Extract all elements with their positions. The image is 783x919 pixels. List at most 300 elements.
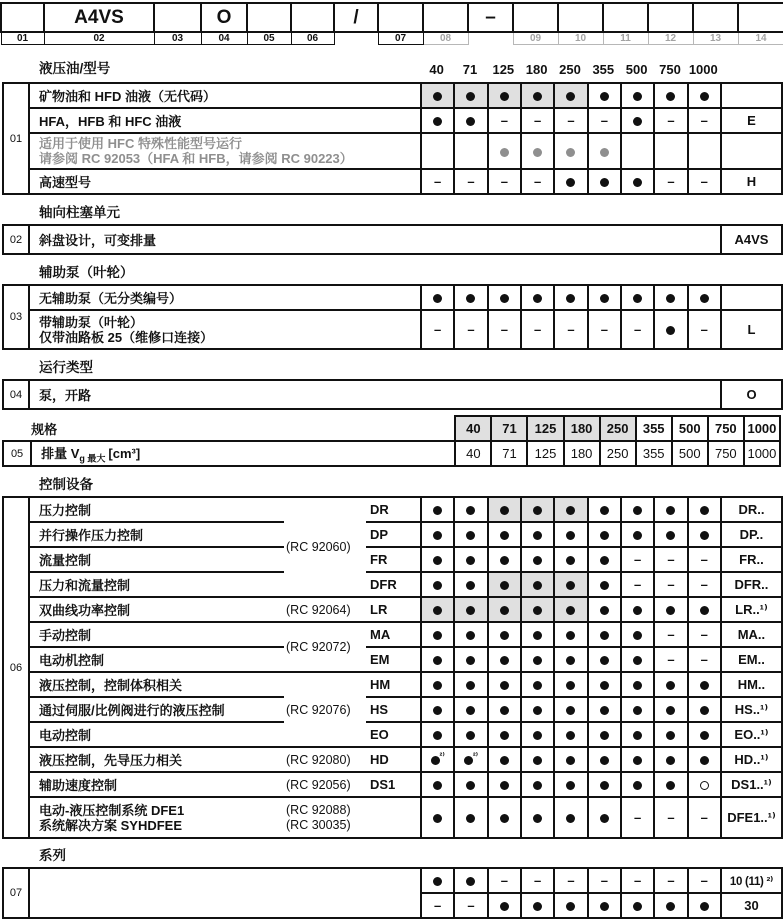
row-description: 手动控制	[29, 622, 284, 647]
dot-cell	[421, 622, 454, 647]
section-04-table	[2, 379, 783, 410]
order-code-number: 05	[247, 32, 291, 45]
size-header: 355	[592, 62, 615, 77]
order-code-number: 09	[513, 32, 558, 45]
row-description: 泵，开路	[29, 380, 721, 409]
filled-dot-icon	[600, 92, 609, 101]
filled-dot-icon	[566, 781, 575, 790]
filled-dot-icon	[500, 631, 509, 640]
order-code-box	[423, 3, 468, 32]
dot-cell	[554, 83, 587, 108]
filled-dot-icon	[700, 902, 709, 911]
size-header-cell: 125	[527, 416, 563, 441]
dot-cell	[654, 310, 687, 349]
filled-dot-icon	[466, 631, 475, 640]
row-description: 矿物油和 HFD 油液（无代码）	[29, 83, 421, 108]
dot-cell	[688, 772, 721, 797]
filled-dot-icon	[433, 781, 442, 790]
dot-cell	[521, 797, 554, 838]
description-line: 适用于使用 HFC 特殊性能型号运行	[39, 136, 242, 151]
filled-dot-icon	[633, 178, 642, 187]
code-cell: H	[721, 169, 782, 194]
filled-dot-icon	[533, 556, 542, 565]
rc-reference: (RC 92060)	[284, 497, 366, 597]
dash-cell: –	[654, 108, 687, 133]
dash-cell: –	[688, 169, 721, 194]
dot-cell	[521, 83, 554, 108]
dash-cell: –	[654, 622, 687, 647]
dot-cell	[421, 772, 454, 797]
dot-cell	[654, 893, 687, 918]
order-code-box	[603, 3, 648, 32]
row-description	[29, 133, 421, 169]
filled-dot-icon	[431, 756, 440, 765]
filled-dot-icon	[600, 178, 609, 187]
dot-cell	[554, 622, 587, 647]
dot-cell	[588, 497, 621, 522]
dot-cell	[554, 169, 587, 194]
row-description: 并行操作压力控制	[29, 522, 284, 547]
filled-dot-icon	[633, 294, 642, 303]
filled-dot-icon	[433, 531, 442, 540]
table-row	[3, 597, 782, 622]
order-code-number-row	[1, 32, 783, 45]
filled-dot-icon	[433, 92, 442, 101]
filled-dot-icon	[433, 706, 442, 715]
dot-cell	[488, 572, 521, 597]
dot-cell	[454, 797, 487, 838]
code-cell: DR..	[721, 497, 782, 522]
dash-cell: –	[654, 797, 687, 838]
code-letter: FR	[366, 547, 421, 572]
order-code-slash-separator: /	[334, 3, 378, 32]
filled-dot-icon	[433, 117, 442, 126]
section-number: 01	[3, 83, 29, 194]
dot-cell	[588, 622, 621, 647]
dot-cell	[654, 697, 687, 722]
filled-dot-icon	[566, 631, 575, 640]
gray-dot-icon	[533, 148, 542, 157]
filled-dot-icon	[466, 681, 475, 690]
row-description: 液压控制，控制体积相关	[29, 672, 284, 697]
section-05-table	[2, 415, 781, 467]
size-value-cell: 250	[600, 441, 636, 466]
dash-cell: –	[688, 108, 721, 133]
filled-dot-icon	[566, 531, 575, 540]
dash-cell: –	[621, 868, 654, 893]
dot-cell	[521, 747, 554, 772]
dot-cell	[421, 572, 454, 597]
size-value-cell: 355	[636, 441, 672, 466]
filled-dot-icon	[533, 756, 542, 765]
empty-description	[29, 868, 421, 918]
table-row	[3, 133, 782, 169]
order-code-number: 14	[738, 32, 783, 45]
size-header-cell: 40	[455, 416, 491, 441]
rc-reference-line: (RC 92088)	[286, 802, 351, 817]
order-code-box	[1, 3, 44, 32]
table-row	[3, 772, 782, 797]
filled-dot-icon	[466, 506, 475, 515]
dot-cell	[421, 133, 454, 169]
filled-dot-icon	[566, 706, 575, 715]
filled-dot-icon	[433, 606, 442, 615]
code-letter: HM	[366, 672, 421, 697]
code-cell: LR..¹⁾	[721, 597, 782, 622]
filled-dot-icon	[433, 731, 442, 740]
dot-cell	[621, 772, 654, 797]
section-01-title: 液压油/型号	[39, 61, 111, 76]
section-06-table	[2, 496, 783, 839]
code-cell: L	[721, 310, 782, 349]
dash-cell: –	[621, 572, 654, 597]
filled-dot-icon	[633, 681, 642, 690]
order-code-number: 07	[378, 32, 423, 45]
dot-cell	[588, 133, 621, 169]
gray-dot-icon	[600, 148, 609, 157]
table-row	[3, 225, 782, 254]
dot-cell	[688, 747, 721, 772]
displacement-label: 排量 V	[41, 445, 80, 461]
size-header-cell: 71	[491, 416, 527, 441]
description-line: 电动-液压控制系统 DFE1	[39, 802, 185, 818]
filled-dot-icon	[566, 581, 575, 590]
order-code-box-model: A4VS	[44, 3, 154, 32]
section-03-table	[2, 284, 783, 350]
dot-cell	[588, 285, 621, 310]
filled-dot-icon	[533, 781, 542, 790]
order-code-box	[558, 3, 603, 32]
dot-cell	[688, 285, 721, 310]
order-code-box	[513, 3, 558, 32]
dot-cell	[488, 133, 521, 169]
dot-cell	[421, 597, 454, 622]
size-header-cell: 355	[636, 416, 672, 441]
filled-dot-icon	[433, 631, 442, 640]
order-code-number: 13	[693, 32, 738, 45]
filled-dot-icon	[666, 326, 675, 335]
table-row	[3, 622, 782, 647]
section-number: 04	[3, 380, 29, 409]
dot-cell	[521, 697, 554, 722]
filled-dot-icon	[433, 877, 442, 886]
filled-dot-icon	[566, 902, 575, 911]
dot-cell	[688, 497, 721, 522]
dash-cell: –	[588, 868, 621, 893]
dash-cell: –	[688, 310, 721, 349]
dot-cell	[421, 522, 454, 547]
dot-cell	[621, 722, 654, 747]
dot-cell	[688, 893, 721, 918]
dash-cell: –	[688, 572, 721, 597]
filled-dot-icon	[533, 656, 542, 665]
dot-cell	[454, 772, 487, 797]
filled-dot-icon	[466, 294, 475, 303]
section-number: 05	[3, 441, 31, 466]
dash-cell: –	[588, 310, 621, 349]
dot-cell	[588, 697, 621, 722]
rc-reference	[284, 797, 366, 838]
filled-dot-icon	[500, 581, 509, 590]
dot-cell	[454, 722, 487, 747]
table-row	[3, 497, 782, 522]
order-code-number: 12	[648, 32, 693, 45]
dot-cell	[554, 597, 587, 622]
filled-dot-icon	[566, 294, 575, 303]
filled-dot-icon	[600, 706, 609, 715]
filled-dot-icon	[500, 531, 509, 540]
dot-cell	[488, 772, 521, 797]
section-number: 03	[3, 285, 29, 349]
row-description: 无辅助泵（无分类编号）	[29, 285, 421, 310]
rc-reference: (RC 92080)	[284, 747, 366, 772]
dot-cell	[521, 522, 554, 547]
filled-dot-icon	[700, 531, 709, 540]
dash-cell: –	[454, 310, 487, 349]
filled-dot-icon	[533, 581, 542, 590]
dot-cell	[621, 285, 654, 310]
table-row	[3, 441, 780, 466]
filled-dot-icon	[633, 656, 642, 665]
dash-cell: –	[488, 310, 521, 349]
code-cell	[721, 133, 782, 169]
dot-cell	[554, 133, 587, 169]
dot-cell	[421, 697, 454, 722]
filled-dot-icon	[533, 606, 542, 615]
filled-dot-icon	[466, 877, 475, 886]
section-number: 06	[3, 497, 29, 838]
dot-cell	[554, 772, 587, 797]
section-01-table	[2, 82, 783, 195]
order-code-box	[738, 3, 783, 32]
dot-cell	[554, 747, 587, 772]
dot-cell	[454, 133, 487, 169]
size-header: 40	[429, 62, 444, 77]
table-row	[3, 310, 782, 349]
gray-dot-icon	[566, 148, 575, 157]
size-header: 71	[462, 62, 478, 77]
dot-cell	[554, 697, 587, 722]
filled-dot-icon	[633, 631, 642, 640]
code-cell: HD..¹⁾	[721, 747, 782, 772]
filled-dot-icon	[600, 814, 609, 823]
filled-dot-icon	[600, 556, 609, 565]
rc-reference-line: (RC 30035)	[286, 817, 351, 832]
dot-cell	[688, 722, 721, 747]
code-cell: DS1..¹⁾	[721, 772, 782, 797]
row-description: 通过伺服/比例阀进行的液压控制	[29, 697, 284, 722]
section-02-table	[2, 224, 783, 255]
filled-dot-icon	[466, 781, 475, 790]
row-description	[29, 310, 421, 349]
dot-cell	[521, 285, 554, 310]
code-cell: DFE1..¹⁾	[721, 797, 782, 838]
table-row	[3, 697, 782, 722]
dash-cell: –	[521, 868, 554, 893]
table-row	[3, 868, 782, 893]
description-line: 系统解决方案 SYHDFEE	[39, 817, 183, 833]
dash-cell: –	[488, 169, 521, 194]
dot-cell	[621, 522, 654, 547]
filled-dot-icon	[466, 581, 475, 590]
filled-dot-icon	[533, 706, 542, 715]
dot-cell	[421, 108, 454, 133]
dot-cell	[588, 647, 621, 672]
dot-cell	[488, 672, 521, 697]
filled-dot-icon	[500, 294, 509, 303]
order-code-number: 02	[44, 32, 154, 45]
table-row	[3, 380, 782, 409]
table-row	[3, 547, 782, 572]
code-letter: DR	[366, 497, 421, 522]
dash-cell: –	[554, 310, 587, 349]
dot-cell	[588, 797, 621, 838]
dot-cell	[488, 722, 521, 747]
size-header: 500	[625, 62, 648, 77]
order-code-box	[378, 3, 423, 32]
code-cell: 10 (11) ²⁾	[721, 868, 782, 893]
dot-cell	[554, 647, 587, 672]
code-letter: DFR	[366, 572, 421, 597]
datasheet-page	[0, 2, 783, 913]
filled-dot-icon	[566, 92, 575, 101]
size-header: 1000	[688, 62, 718, 77]
filled-dot-icon	[500, 92, 509, 101]
dot-cell	[454, 572, 487, 597]
row-description: 压力和流量控制	[29, 572, 284, 597]
filled-dot-icon	[533, 902, 542, 911]
dot-cell	[654, 747, 687, 772]
ordering-code-table	[0, 2, 783, 45]
size-header-row	[3, 416, 780, 441]
filled-dot-icon	[500, 506, 509, 515]
row-description: HFA，HFB 和 HFC 油液	[29, 108, 421, 133]
order-code-box	[154, 3, 201, 32]
dot-cell	[454, 108, 487, 133]
dot-cell	[554, 572, 587, 597]
filled-dot-icon	[633, 731, 642, 740]
filled-dot-icon	[466, 117, 475, 126]
dot-cell	[621, 108, 654, 133]
dot-cell	[654, 672, 687, 697]
dot-cell	[654, 722, 687, 747]
filled-dot-icon	[466, 556, 475, 565]
rc-reference: (RC 92072)	[284, 622, 366, 672]
filled-dot-icon	[633, 506, 642, 515]
open-circle-icon	[700, 781, 709, 790]
code-cell	[721, 83, 782, 108]
dot-cell	[654, 83, 687, 108]
filled-dot-icon	[600, 294, 609, 303]
dash-cell: –	[488, 108, 521, 133]
size-header: 250	[559, 62, 581, 77]
filled-dot-icon	[600, 531, 609, 540]
filled-dot-icon	[633, 902, 642, 911]
size-value-cell: 40	[455, 441, 491, 466]
filled-dot-icon	[633, 117, 642, 126]
dot-cell	[421, 83, 454, 108]
code-cell: EM..	[721, 647, 782, 672]
dot-cell	[688, 133, 721, 169]
dot-cell	[688, 522, 721, 547]
dot-cell	[454, 647, 487, 672]
footnote-2-marker: ²⁾	[439, 750, 445, 761]
dot-cell	[588, 672, 621, 697]
size-value-cell: 71	[491, 441, 527, 466]
code-letter: DS1	[366, 772, 421, 797]
description-line: 带辅助泵（叶轮）	[39, 314, 144, 330]
table-row	[3, 647, 782, 672]
dot-cell	[621, 893, 654, 918]
dot-cell	[554, 497, 587, 522]
size-value-cell: 180	[564, 441, 600, 466]
filled-dot-icon	[500, 656, 509, 665]
dot-cell	[421, 722, 454, 747]
filled-dot-icon	[500, 681, 509, 690]
dot-cell	[421, 747, 454, 772]
filled-dot-icon	[600, 731, 609, 740]
order-code-number-gap	[468, 32, 513, 45]
dot-cell	[521, 572, 554, 597]
dot-cell	[488, 497, 521, 522]
row-description: 辅助速度控制	[29, 772, 284, 797]
size-header-cell: 750	[708, 416, 744, 441]
filled-dot-icon	[566, 506, 575, 515]
dot-cell	[588, 572, 621, 597]
dot-cell	[588, 772, 621, 797]
row-description: 电动机控制	[29, 647, 284, 672]
displacement-unit: [cm³]	[108, 445, 141, 461]
dot-cell	[554, 893, 587, 918]
filled-dot-icon	[666, 92, 675, 101]
size-value-cell: 125	[527, 441, 563, 466]
description-line: 仅带油路板 25（维修口连接）	[39, 329, 214, 345]
dot-cell	[588, 722, 621, 747]
filled-dot-icon	[533, 681, 542, 690]
code-cell: DFR..	[721, 572, 782, 597]
dash-cell: –	[688, 797, 721, 838]
filled-dot-icon	[666, 902, 675, 911]
dot-cell	[621, 622, 654, 647]
order-code-box-row	[1, 3, 783, 32]
code-cell: A4VS	[721, 225, 782, 254]
dot-cell	[488, 797, 521, 838]
dot-cell	[621, 497, 654, 522]
dash-cell: –	[621, 310, 654, 349]
order-code-number: 11	[603, 32, 648, 45]
dot-cell	[454, 285, 487, 310]
filled-dot-icon	[433, 556, 442, 565]
code-letter	[366, 797, 421, 838]
section-06-title: 控制设备	[39, 477, 93, 492]
row-description	[29, 797, 284, 838]
filled-dot-icon	[500, 781, 509, 790]
section-number: 07	[3, 868, 29, 918]
code-letter: LR	[366, 597, 421, 622]
table-row	[3, 797, 782, 838]
code-cell: E	[721, 108, 782, 133]
footnote-2-marker: ²⁾	[472, 750, 479, 761]
code-letter: EM	[366, 647, 421, 672]
section-07-title: 系列	[39, 848, 66, 863]
dot-cell	[521, 497, 554, 522]
dash-cell: –	[621, 797, 654, 838]
dot-cell	[521, 597, 554, 622]
size-header-cell: 500	[672, 416, 708, 441]
filled-dot-icon	[466, 531, 475, 540]
dash-cell: –	[588, 108, 621, 133]
dash-cell: –	[688, 647, 721, 672]
